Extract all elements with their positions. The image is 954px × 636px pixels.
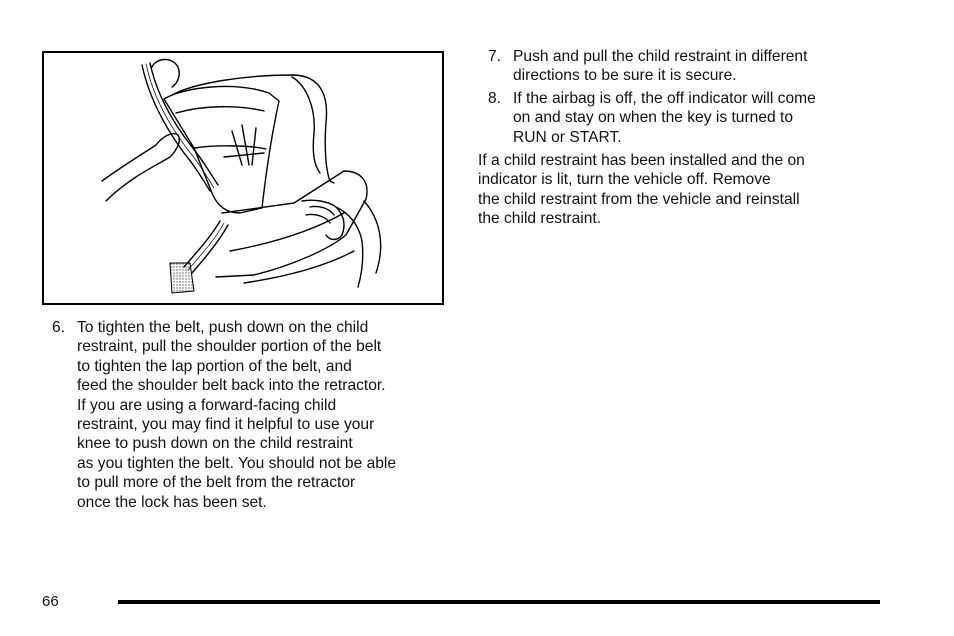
step-number: 7. bbox=[488, 48, 502, 65]
step-text bbox=[513, 89, 883, 147]
page-number: 66 bbox=[42, 593, 59, 610]
adult-hands bbox=[302, 200, 344, 239]
text-line: restraint, you may find it helpful to use your bbox=[77, 416, 375, 434]
adult-arm-left bbox=[102, 134, 179, 201]
text-line: If a child restraint has been installed and the on bbox=[478, 152, 805, 169]
text-line: knee to push down on the child restraint bbox=[77, 435, 353, 453]
text-line: Push and pull the child restraint in different bbox=[513, 48, 808, 65]
instruction-step bbox=[52, 318, 447, 512]
text-line: indicator is lit, turn the vehicle off. Remove bbox=[478, 171, 771, 189]
text-line: to tighten the lap portion of the belt, and bbox=[77, 357, 352, 375]
step-text bbox=[513, 47, 883, 86]
text-line: as you tighten the belt. You should not be able bbox=[77, 454, 397, 472]
instruction-list-left bbox=[52, 318, 447, 512]
body-paragraph bbox=[478, 151, 878, 229]
latch-plate bbox=[170, 263, 194, 293]
instruction-step bbox=[488, 89, 883, 147]
text-line: If you are using a forward-facing child bbox=[77, 396, 337, 414]
step-number: 8. bbox=[488, 89, 502, 107]
text-line: to pull more of the belt from the retractor bbox=[77, 474, 356, 492]
text-line: restraint, pull the shoulder portion of the belt bbox=[77, 338, 382, 356]
illustration-figure bbox=[42, 51, 444, 305]
text-line: If the airbag is off, the off indicator will come bbox=[513, 89, 816, 107]
text-line: To tighten the belt, push down on the child bbox=[77, 319, 369, 336]
text-line: once the lock has been set. bbox=[77, 493, 267, 511]
text-line: the child restraint from the vehicle and reinstall bbox=[478, 190, 800, 208]
text-line: RUN or START. bbox=[513, 128, 622, 146]
vehicle-seat-back bbox=[172, 75, 334, 183]
instruction-step bbox=[488, 47, 883, 86]
footer-rule bbox=[118, 600, 880, 604]
step-number: 6. bbox=[52, 319, 66, 336]
text-line: the child restraint. bbox=[478, 210, 602, 228]
child-restraint-illustration bbox=[44, 53, 442, 303]
text-line: directions to be sure it is secure. bbox=[513, 67, 737, 85]
text-line: on and stay on when the key is turned to bbox=[513, 109, 794, 127]
instruction-list-right bbox=[488, 47, 883, 147]
text-line: feed the shoulder belt back into the retractor. bbox=[77, 377, 386, 395]
harness-straps bbox=[224, 125, 264, 165]
step-text bbox=[77, 318, 447, 512]
